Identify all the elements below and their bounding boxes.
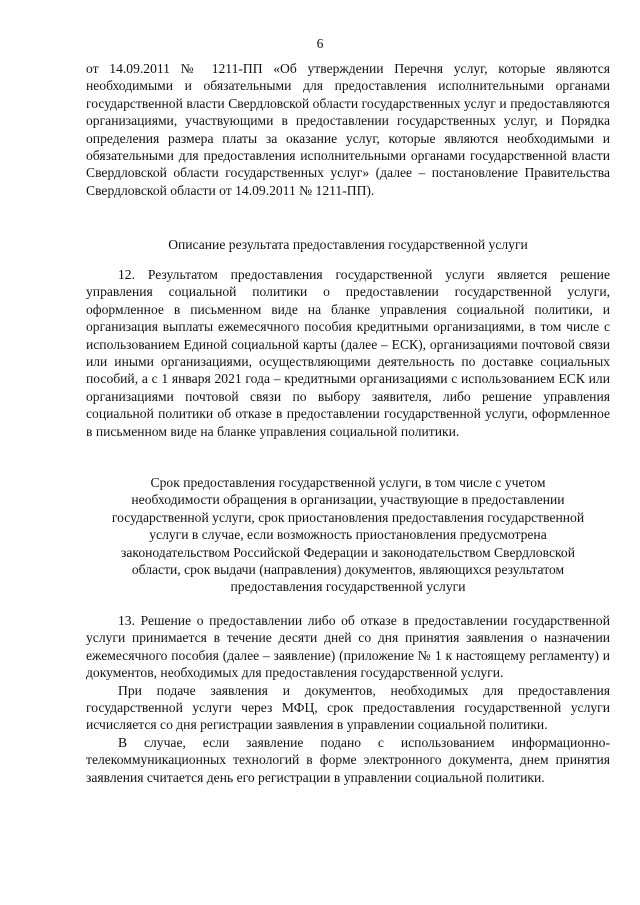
term-heading-line: предоставления государственной услуги	[230, 579, 466, 595]
page-number: 6	[316, 36, 324, 51]
term-section	[86, 612, 610, 786]
term-heading-line: услуги в случае, если возможность приостановления предусмотрена	[149, 527, 547, 543]
intro-section	[86, 60, 610, 199]
result-section	[86, 266, 610, 440]
term-heading-line: законодательством Российской Федерации и законодательством Свердловской	[121, 544, 575, 560]
result-section-heading-block	[86, 236, 610, 253]
paragraph-mfc: При подаче заявления и документов, необходимых для предоставления государственной услуги через МФЦ, срок предоставления государственной услуги исчисляется со дня регистрации заявления в управлении социальной политики.	[86, 682, 610, 733]
term-heading-line: государственной услуги, срок приостановления предоставления государственной	[111, 509, 585, 525]
intro-paragraph: от 14.09.2011 № 1211-ПП «Об утверждении Перечня услуг, которые являются необходимыми и обязательными для предоставления исполнительными органами государственной власти Свердловской области государственных услуг и предоставляются организациями, участвующими в предоставлении государственных услуг, и Порядка определения размера платы за оказание услуг, которые являются необходимыми и обязательными для предоставления исполнительными органами государственной власти Свердловской области государственных услуг» (далее – постановление Правительства Свердловской области от 14.09.2011 № 1211-ПП).	[86, 61, 610, 198]
paragraph-electronic: В случае, если заявление подано с использованием информационно-телекоммуникационных технологий в форме электронного документа, днем принятия заявления считается день его регистрации в управлении социальной политики.	[86, 734, 610, 785]
term-heading-line: области, срок выдачи (направления) документов, являющихся результатом	[131, 562, 565, 578]
paragraph-12: 12. Результатом предоставления государственной услуги является решение управления социальной политики о предоставлении государственной услуги, оформленное в письменном виде на бланке управления социальной политики, и организация выплаты ежемесячного пособия кредитными организациями, в том числе с использованием Единой социальной карты (далее – ЕСК), организациями почтовой связи или иными организациями, осуществляющими деятельность по доставке социальных пособий, а с 1 января 2021 года – кредитными организациями с использованием ЕСК или организациями почтовой связи по выбору заявителя, либо решение управления социальной политики об отказе в предоставлении государственной услуги, оформленное в письменном виде на бланке управления социальной политики.	[86, 267, 610, 439]
paragraph-13: 13. Решение о предоставлении либо об отказе в предоставлении государственной услуги принимается в течение десяти дней со дня принятия заявления о назначении ежемесячного пособия (далее – заявление) (приложение № 1 к настоящему регламенту) и документов, необходимых для предоставления государственной услуги.	[86, 613, 610, 681]
term-section-heading	[86, 474, 610, 596]
term-heading-line: Срок предоставления государственной услуги, в том числе с учетом	[150, 475, 546, 490]
term-heading-line: необходимости обращения в организации, участвующие в предоставлении	[131, 492, 565, 508]
result-section-heading: Описание результата предоставления государственной услуги	[168, 237, 528, 252]
